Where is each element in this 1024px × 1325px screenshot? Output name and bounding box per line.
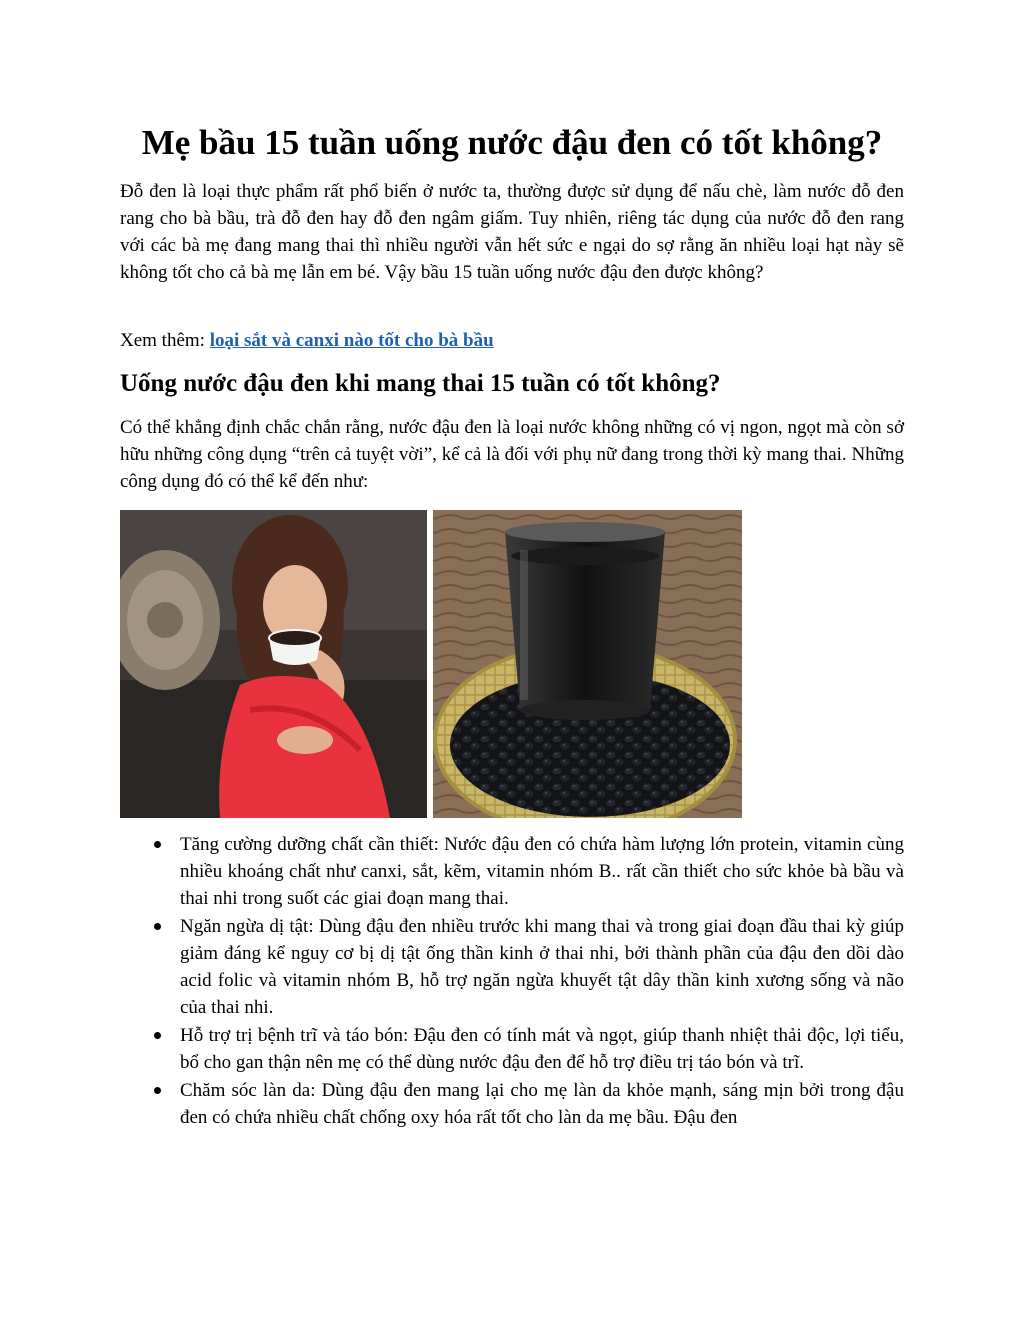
intro-paragraph: Đỗ đen là loại thực phẩm rất phổ biến ở nước ta, thường được sử dụng để nấu chè, làm nước đỗ đen rang cho bà bầu, trà đỗ đen hay đỗ đen ngâm giấm. Tuy nhiên, riêng tác dụng của nước đỗ đen rang với các bà mẹ đang mang thai thì nhiều người vẫn hết sức e ngại do sợ rằng ăn nhiều loại hạt này sẽ không tốt cho cả bà mẹ lẫn em bé. Vậy bầu 15 tuần uống nước đậu đen được không? — [120, 181, 904, 283]
see-more-prefix: Xem thêm: — [120, 330, 210, 351]
article-photo — [120, 510, 742, 818]
list-item: Chăm sóc làn da: Dùng đậu đen mang lại cho mẹ làn da khỏe mạnh, sáng mịn bởi trong đậu đen có chứa nhiều chất chống oxy hóa rất tốt cho làn da mẹ bầu. Đậu đen — [120, 1077, 904, 1131]
black-bean-drink-photo — [433, 510, 742, 818]
woman-drinking-photo — [120, 510, 427, 818]
bullet-icon — [154, 1087, 161, 1094]
see-more-link[interactable]: loại sắt và canxi nào tốt cho bà bầu — [209, 330, 494, 351]
bullet-icon — [154, 923, 161, 930]
bullet-icon — [154, 841, 161, 848]
list-item: Ngăn ngừa dị tật: Dùng đậu đen nhiều trước khi mang thai và trong giai đoạn đầu thai kỳ giúp giảm đáng kể nguy cơ bị dị tật ống thần kinh ở thai nhi, bởi thành phần của đậu đen dồi dào acid folic và vitamin nhóm B, hỗ trợ ngăn ngừa khuyết tật dây thần kinh xương sống và não của thai nhi. — [120, 913, 904, 1021]
page-title: Mẹ bầu 15 tuần uống nước đậu đen có tốt không? — [141, 123, 883, 162]
list-item: Hỗ trợ trị bệnh trĩ và táo bón: Đậu đen có tính mát và ngọt, giúp thanh nhiệt thải độc, lợi tiểu, bổ cho gan thận nên mẹ có thể dùng nước đậu đen để hỗ trợ điều trị táo bón và trĩ. — [120, 1022, 904, 1076]
section-paragraph: Có thể khẳng định chắc chắn rằng, nước đậu đen là loại nước không những có vị ngon, ngọt mà còn sở hữu những công dụng “trên cả tuyệt vời”, kể cả là đối với phụ nữ đang trong thời kỳ mang thai. Những công dụng đó có thể kể đến như: — [120, 417, 904, 492]
bullet-icon — [154, 1032, 161, 1039]
see-more-line — [120, 327, 904, 354]
benefits-list — [120, 831, 904, 1132]
section-heading: Uống nước đậu đen khi mang thai 15 tuần có tốt không? — [120, 370, 721, 397]
list-item: Tăng cường dưỡng chất cần thiết: Nước đậu đen có chứa hàm lượng lớn protein, vitamin cùng nhiều khoáng chất như canxi, sắt, kẽm, vitamin nhóm B.. rất cần thiết cho sức khỏe bà bầu và thai nhi trong suốt các giai đoạn mang thai. — [120, 831, 904, 912]
